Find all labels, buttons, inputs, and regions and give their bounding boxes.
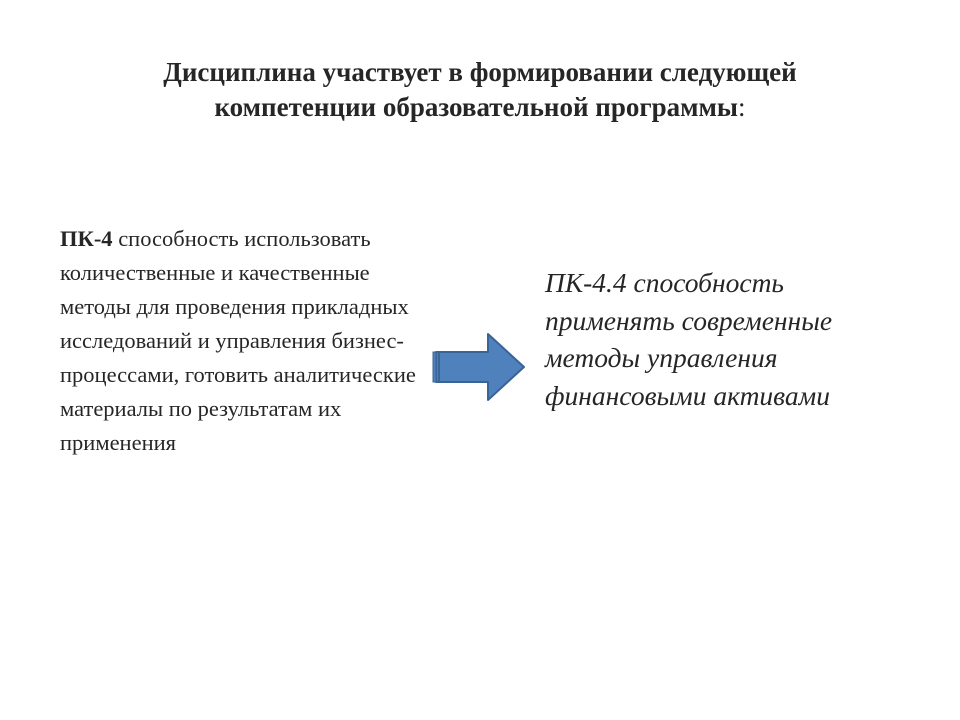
- indicator-text: способность применять современные методы управления финансовыми активами: [545, 267, 833, 411]
- right-arrow-icon: [430, 330, 530, 404]
- competence-description: [60, 222, 435, 460]
- title-line-1: Дисциплина участвует в формировании следующей: [163, 57, 797, 87]
- indicator-description: [545, 264, 905, 414]
- indicator-code: ПК-4.4: [545, 267, 627, 298]
- competence-text: способность использовать количественные и качественные методы для проведения прикладных исследований и управления бизнес-процессами, готовить аналитические материалы по результатам их применения: [60, 226, 416, 455]
- slide-title: [60, 55, 900, 125]
- title-line-2: компетенции образовательной программы: [214, 92, 738, 122]
- title-colon: :: [738, 92, 746, 122]
- competence-code: ПК-4: [60, 226, 113, 251]
